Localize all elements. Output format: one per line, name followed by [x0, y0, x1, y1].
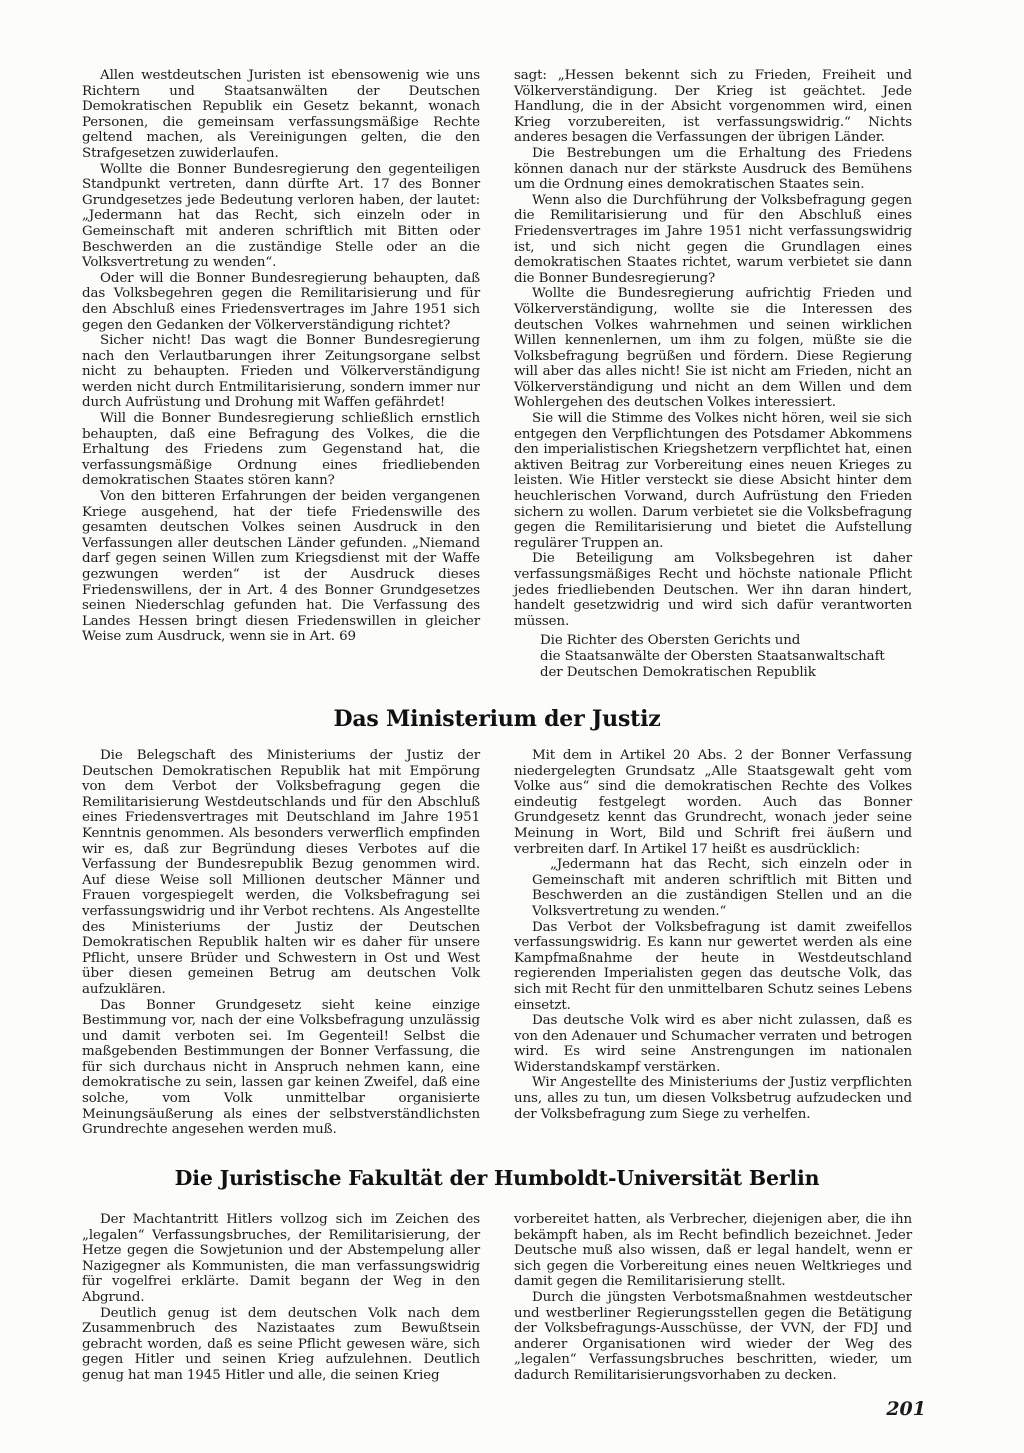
signature-line: der Deutschen Demokratischen Republik — [540, 664, 816, 680]
paragraph: Das Bonner Grundgesetz sieht keine einzige Bestimmung vor, nach der eine Volksbefragung unzulässig und damit verboten sei. Im Gegenteil! Selbst die maßgebenden Bestimmungen der Bonner Verfassung, die für sich durchaus nicht in Anspruch nehmen kann, eine demokratische zu sein, lassen gar keinen Zweifel, daß eine solche, vom Volk unmittelbar organisierte Meinungsäußerung als eines der selbstverständlichsten Grundrechte angesehen werden muß. — [82, 997, 480, 1138]
fakultaet-left-column — [82, 1212, 480, 1384]
paragraph: Sie will die Stimme des Volkes nicht hören, weil sie sich entgegen den Verpflichtungen des Potsdamer Abkommens den imperialistischen Kriegshetzern verpflichtet hat, einen aktiven Beitrag zur Vorbereitung eines neuen Krieges zu leisten. Wie Hitler versteckt sie diese Absicht hinter dem heuchlerischen Vorwand, durch Aufrüstung den Frieden sichern zu wollen. Darum verbietet sie die Volksbefragung gegen die Remilitarisierung und bietet die Aufstellung regulärer Truppen an. — [514, 411, 912, 551]
paragraph: Das deutsche Volk wird es aber nicht zulassen, daß es von den Adenauer und Schumacher verraten und betrogen wird. Es wird seine Anstrengungen im nationalen Widerstandskampf verstärken. — [514, 1013, 912, 1075]
top-right-column — [514, 68, 912, 680]
paragraph: Wollte die Bundesregierung aufrichtig Frieden und Völkerverständigung, wollte sie die Interessen des deutschen Volkes wahrnehmen und seinen wirklichen Willen kennenlernen, um ihm zu folgen, müßte sie die Volksbefragung begrüßen und fördern. Diese Regierung will aber das alles nicht! Sie ist nicht am Frieden, nicht an Völkerverständigung und nicht an dem Willen und dem Wohlergehen des deutschen Volkes interessiert. — [514, 286, 912, 411]
paragraph: Allen westdeutschen Juristen ist ebensowenig wie uns Richtern und Staatsanwälten der Deutschen Demokratischen Republik ein Gesetz bekannt, wonach Personen, die gemeinsam verfassungsmäßige Rechte geltend machen, als Vereinigungen gelten, die den Strafgesetzen zuwiderlaufen. — [82, 68, 480, 161]
paragraph: vorbereitet hatten, als Verbrecher, diejenigen aber, die ihn bekämpft haben, als im Recht befindlich bezeichnet. Jeder Deutsche muß also wissen, daß er legal handelt, wenn er sich gegen die Vorbereitung eines neuen Weltkrieges und damit gegen die Remilitarisierung stellt. — [514, 1212, 912, 1290]
section-title-ministerium: Das Ministerium der Justiz — [333, 706, 661, 732]
paragraph: Die Belegschaft des Ministeriums der Justiz der Deutschen Demokratischen Republik hat mit Empörung von dem Verbot der Volksbefragung gegen die Remilitarisierung Westdeutschlands und für den Abschluß eines Friedensvertrages mit Deutschland im Jahre 1951 Kenntnis genommen. Als besonders verwerflich empfinden wir es, daß zur Begründung dieses Verbotes auf die Verfassung der Bundesrepublik Bezug genommen wird. Auf diese Weise soll Millionen deutscher Männer und Frauen vorgespiegelt werden, die Volksbefragung sei verfassungswidrig und ihr Verbot rechtens. Als Angestellte des Ministeriums der Justiz der Deutschen Demokratischen Republik halten wir es daher für unsere Pflicht, unsere Brüder und Schwestern in Ost und West über diesen gemeinen Betrug am deutschen Volk aufzuklären. — [82, 748, 480, 997]
paragraph: Mit dem in Artikel 20 Abs. 2 der Bonner Verfassung niedergelegten Grundsatz „Alle Staatsgewalt geht vom Volke aus“ sind die demokratischen Rechte des Volkes eindeutig festgelegt worden. Auch das Bonner Grundgesetz kennt das Grundrecht, wonach jeder seine Meinung in Wort, Bild und Schrift frei äußern und verbreiten darf. In Artikel 17 heißt es ausdrücklich: — [514, 748, 912, 857]
paragraph: Wir Angestellte des Ministeriums der Justiz verpflichten uns, alles zu tun, um diesen Volksbetrug aufzudecken und der Volksbefragung zum Siege zu verhelfen. — [514, 1075, 912, 1122]
paragraph: Von den bitteren Erfahrungen der beiden vergangenen Kriege ausgehend, hat der tiefe Friedenswille des gesamten deutschen Volkes seinen Ausdruck in den Verfassungen aller deutschen Länder gefunden. „Niemand darf gegen seinen Willen zum Kriegsdienst mit der Waffe gezwungen werden“ ist der Ausdruck dieses Friedenswillens, der in Art. 4 des Bonner Grundgesetzes seinen Niederschlag gefunden hat. Die Verfassung des Landes Hessen bringt diesen Friedenswillen in gleicher Weise zum Ausdruck, wenn sie in Art. 69 — [82, 489, 480, 645]
paragraph: Wollte die Bonner Bundesregierung den gegenteiligen Standpunkt vertreten, dann dürfte Art. 17 des Bonner Grundgesetzes jede Bedeutung verloren haben, der lautet: „Jedermann hat das Recht, sich einzeln oder in Gemeinschaft mit anderen schriftlich mit Bitten oder Beschwerden an die zuständige Stelle oder an die Volksvertretung zu wenden“. — [82, 161, 480, 271]
paragraph: Will die Bonner Bundesregierung schließlich ernstlich behaupten, daß eine Befragung des Volkes, die die Erhaltung des Friedens zum Gegenstand hat, die verfassungsmäßige Ordnung eines friedliebenden demokratischen Staates stören kann? — [82, 411, 480, 489]
signature-line: Die Richter des Obersten Gerichts und — [540, 633, 801, 649]
signature-line: die Staatsanwälte der Obersten Staatsanwaltschaft — [540, 648, 885, 664]
quote-paragraph: „Jedermann hat das Recht, sich einzeln oder in Gemeinschaft mit anderen schriftlich mit Bitten und Beschwerden an die zuständigen Stellen und an die Volksvertretung zu wenden.“ — [532, 857, 912, 919]
paragraph: Durch die jüngsten Verbotsmaßnahmen westdeutscher und westberliner Regierungsstellen gegen die Betätigung der Volksbefragungs-Ausschüsse, der VVN, der FDJ und anderer Organisationen wird wieder der Weg des „legalen“ Verfassungsbruches beschritten, wieder, um dadurch Remilitarisierungsvorhaben zu decken. — [514, 1289, 912, 1383]
paragraph: Deutlich genug ist dem deutschen Volk nach dem Zusammenbruch des Nazistaates zum Bewußtsein gebracht worden, daß es seine Pflicht gewesen wäre, sich gegen Hitler und seinen Krieg aufzulehnen. Deutlich genug hat man 1945 Hitler und alle, die seinen Krieg — [82, 1305, 480, 1383]
signature-block — [514, 633, 912, 680]
paragraph: Oder will die Bonner Bundesregierung behaupten, daß das Volksbegehren gegen die Remilitarisierung und für den Abschluß eines Friedensvertrages im Jahre 1951 sich gegen den Gedanken der Völkerverständigung richtet? — [82, 270, 480, 333]
paragraph: Die Beteiligung am Volksbegehren ist daher verfassungsmäßiges Recht und höchste nationale Pflicht jedes friedliebenden Deutschen. Wer ihn daran hindert, handelt gesetzwidrig und wird sich dafür verantworten müssen. — [514, 551, 912, 629]
section-title-fakultaet: Die Juristische Fakultät der Humboldt-Universität Berlin — [174, 1166, 820, 1190]
paragraph: Der Machtantritt Hitlers vollzog sich im Zeichen des „legalen“ Verfassungsbruches, der Remilitarisierung, der Hetze gegen die Sowjetunion und der Abstempelung aller Nazigegner als Kommunisten, die man verfassungswidrig für vogelfrei erklärte. Damit begann der Weg in den Abgrund. — [82, 1212, 480, 1305]
fakultaet-right-column — [514, 1212, 912, 1384]
fakultaet-article — [82, 1212, 912, 1384]
ministerium-right-column — [514, 748, 912, 1138]
page-number: 201 — [886, 1398, 926, 1420]
ministerium-article — [82, 748, 912, 1138]
ministerium-left-column — [82, 748, 480, 1138]
paragraph: Sicher nicht! Das wagt die Bonner Bundesregierung nach den Verlautbarungen ihrer Zeitungsorgane selbst nicht zu behaupten. Frieden und Völkerverständigung werden nicht durch Entmilitarisierung, sondern immer nur durch Aufrüstung und Drohung mit Waffen gefährdet! — [82, 333, 480, 411]
paragraph: Das Verbot der Volksbefragung ist damit zweifellos verfassungswidrig. Es kann nur gewertet werden als eine Kampfmaßnahme der heute in Westdeutschland regierenden Imperialisten gegen das deutsche Volk, das sich mit Recht für den unmittelbaren Schutz seines Lebens einsetzt. — [514, 919, 912, 1013]
paragraph: Wenn also die Durchführung der Volksbefragung gegen die Remilitarisierung und für den Abschluß eines Friedensvertrages im Jahre 1951 nicht verfassungswidrig ist, und sich nicht gegen die Grundlagen eines demokratischen Staates richtet, warum verbietet sie dann die Bonner Bundesregierung? — [514, 192, 912, 286]
paragraph: Die Bestrebungen um die Erhaltung des Friedens können danach nur der stärkste Ausdruck des Bemühens um die Ordnung eines demokratischen Staates sein. — [514, 145, 912, 193]
top-article — [82, 68, 912, 680]
top-left-column — [82, 68, 480, 680]
paragraph: sagt: „Hessen bekennt sich zu Frieden, Freiheit und Völkerverständigung. Der Krieg ist geächtet. Jede Handlung, die in der Absicht vorgenommen wird, einen Krieg vorzubereiten, ist verfassungswidrig.“ Nichts anderes besagen die Verfassungen der übrigen Länder. — [514, 68, 912, 146]
